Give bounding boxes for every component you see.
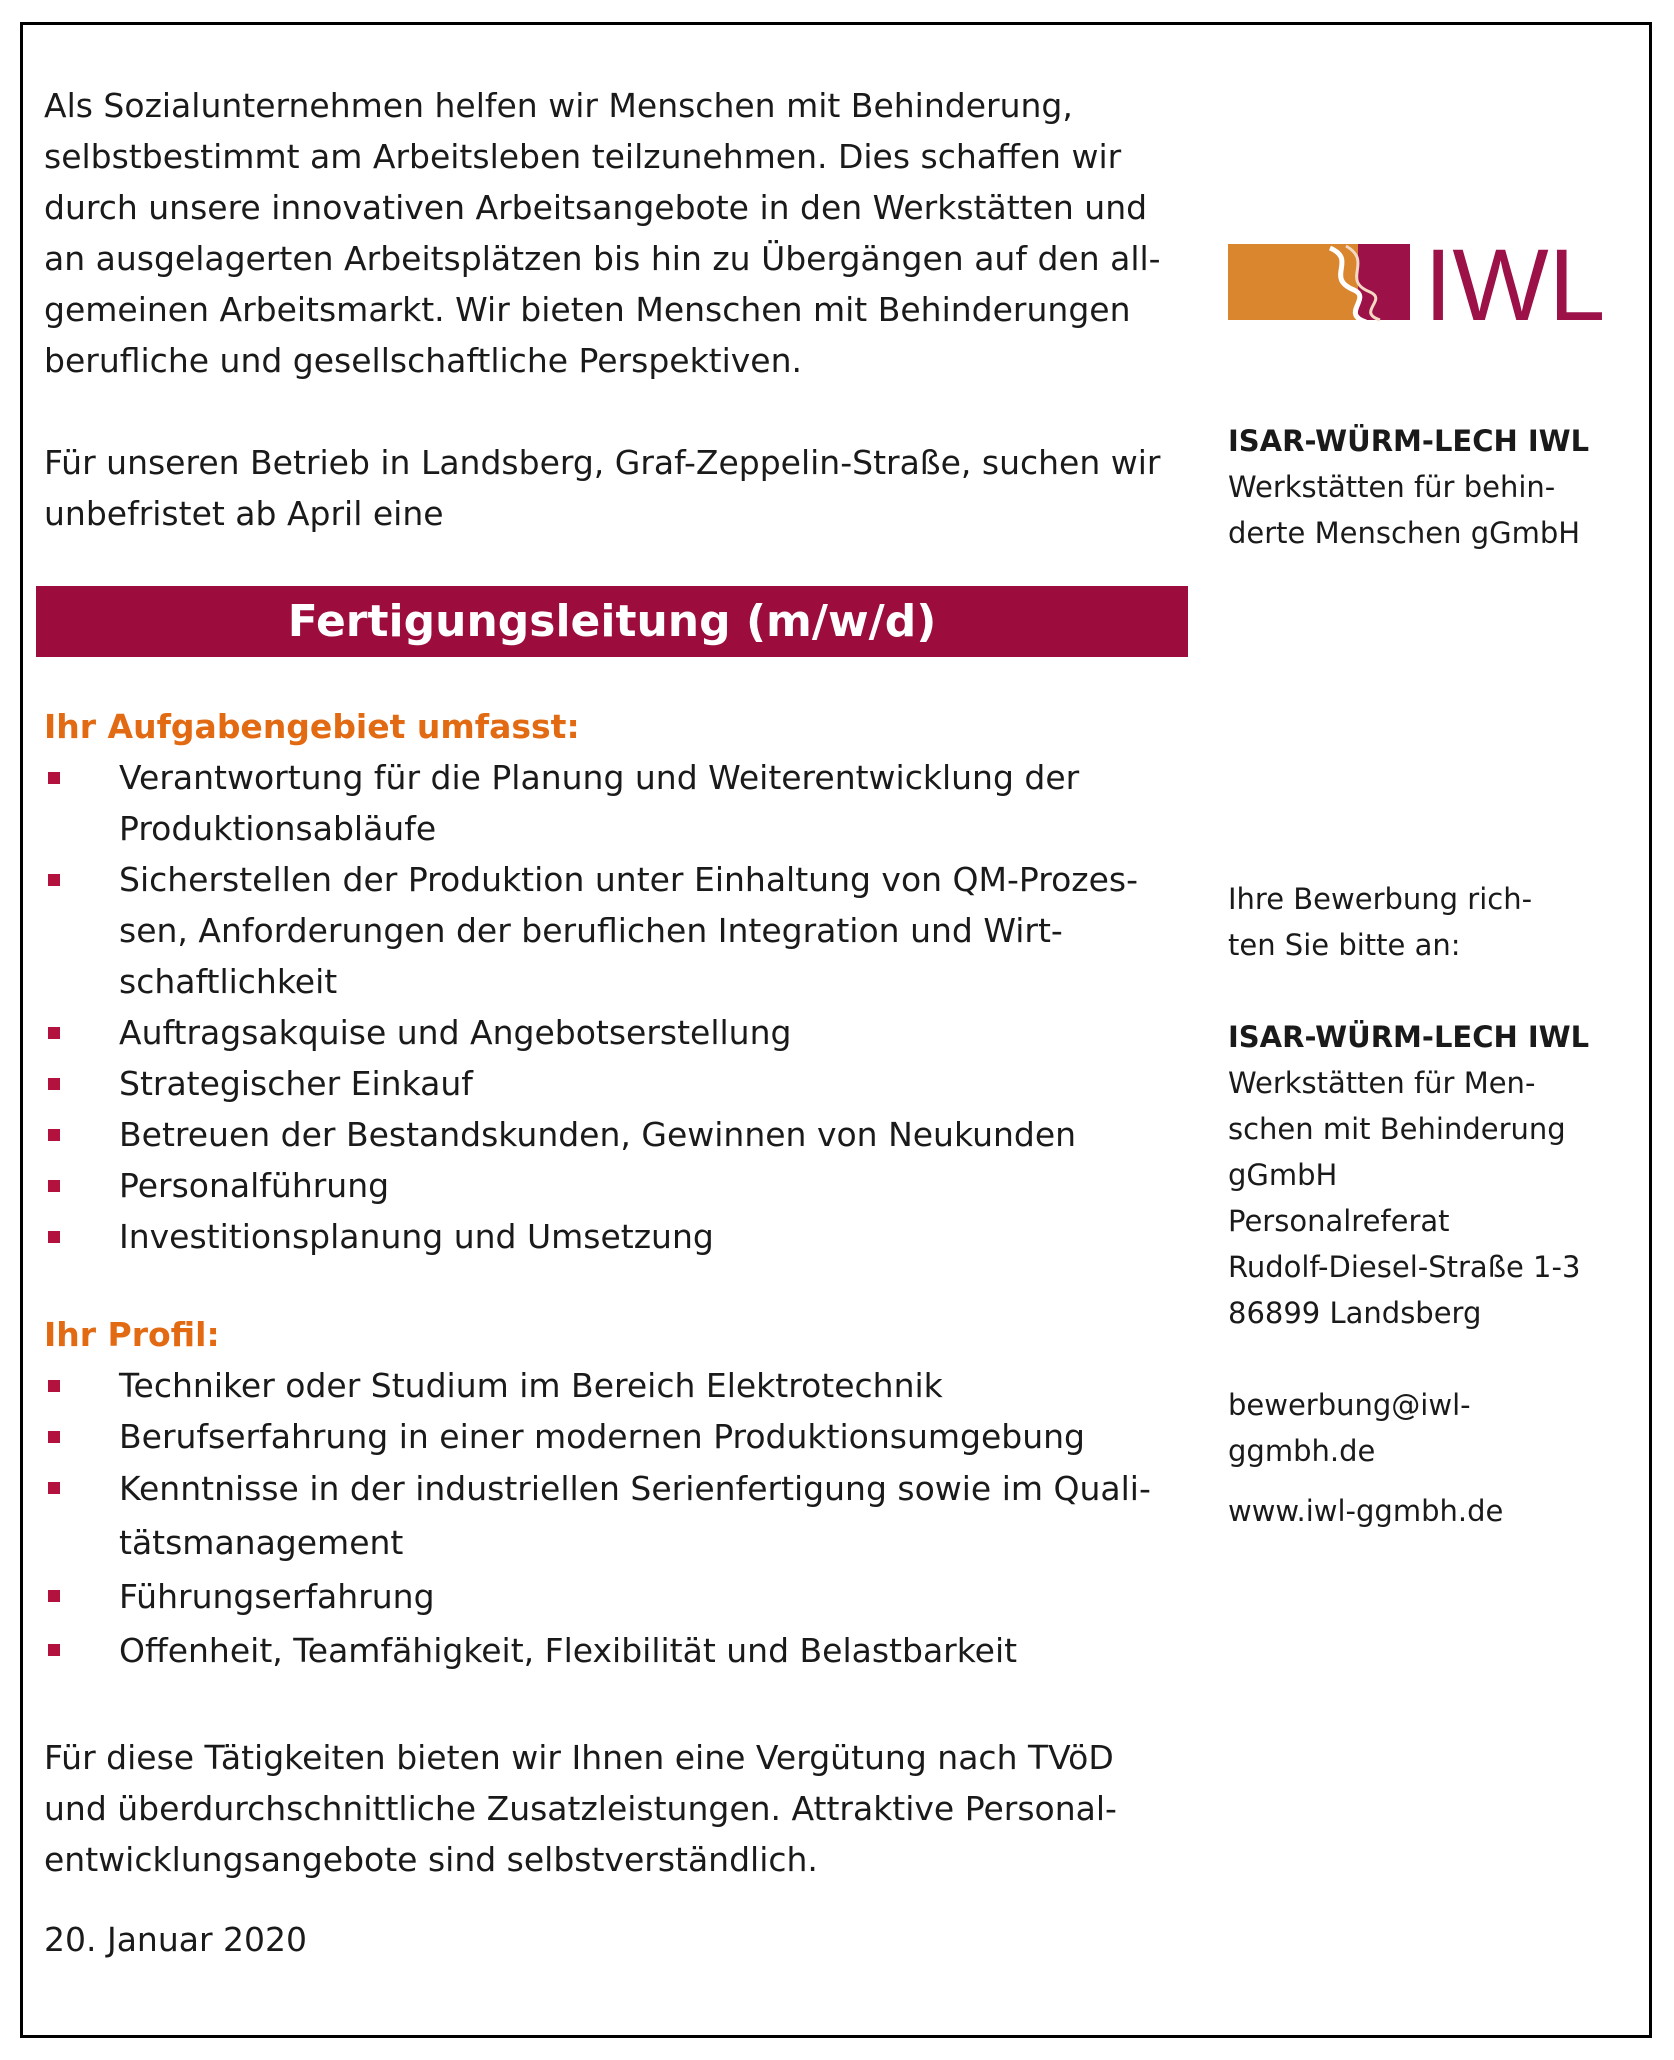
job-title-banner [36,586,1188,657]
list-item: Strategischer Einkauf [44,1058,1184,1109]
tasks-list [44,752,1184,1262]
intro-line: an ausgelagerten Arbeitsplätzen bis hin zu Übergängen auf den all- [44,239,1161,278]
profile-heading: Ihr Profil: [44,1315,220,1354]
application-company-name: ISAR-WÜRM-LECH IWL [1228,1020,1590,1054]
list-item: Betreuen der Bestandskunden, Gewinnen von Neukunden [44,1109,1184,1160]
date: 20. Januar 2020 [44,1920,308,1959]
bullet-square-icon [48,1078,60,1090]
company-name: ISAR-WÜRM-LECH IWL [1228,424,1590,458]
application-address: Werkstätten für Men- schen mit Behinderung gGmbH Personalreferat Rudolf-Diesel-Straße 1-3 86899 Landsberg [1228,1066,1581,1330]
application-block [1228,876,1638,1534]
list-item: Personalführung [44,1160,1184,1211]
list-item: Berufserfahrung in einer modernen Produktionsumgebung [44,1411,1184,1462]
company-subtitle: Werkstätten für behin- derte Menschen gGmbH [1228,470,1581,550]
list-item: Sicherstellen der Produktion unter Einhaltung von QM-Prozes- sen, Anforderungen der beruflichen Integration und Wirt- schaftlichkeit [44,854,1184,1007]
logo-berry-block [1358,244,1410,320]
main-column [44,80,1184,539]
intro-line: durch unsere innovativen Arbeitsangebote in den Werkstätten und [44,188,1148,227]
logo-text: IWL [1424,234,1606,330]
bullet-square-icon [48,1231,60,1243]
job-title: Fertigungsleitung (m/w/d) [287,596,937,647]
intro-line: selbstbestimmt am Arbeitsleben teilzunehmen. Dies schaffen wir [44,137,1122,176]
list-item: Investitionsplanung und Umsetzung [44,1211,1184,1262]
list-item: Kenntnisse in der industriellen Serienfertigung sowie im Quali- tätsmanagement [44,1462,1184,1570]
list-item: Führungserfahrung [44,1570,1184,1624]
bullet-square-icon [48,1590,60,1602]
tasks-section [44,701,1184,1262]
list-item: Techniker oder Studium im Bereich Elektrotechnik [44,1360,1184,1411]
intro-line: berufliche und gesellschaftliche Perspektiven. [44,341,803,380]
bullet-square-icon [48,1027,60,1039]
lead-line: unbefristet ab April eine [44,494,444,533]
profile-section [44,1309,1184,1678]
list-item: Verantwortung für die Planung und Weiterentwicklung der Produktionsabläufe [44,752,1184,854]
bullet-square-icon [48,772,60,784]
list-item: Auftragsakquise und Angebotserstellung [44,1007,1184,1058]
company-block [1228,418,1638,556]
closing-section [44,1732,1184,1885]
bullet-square-icon [48,1644,60,1656]
list-item: Offenheit, Teamfähigkeit, Flexibilität und Belastbarkeit [44,1624,1184,1678]
iwl-logo [1228,234,1628,330]
bullet-square-icon [48,1482,60,1494]
lead-line: Für unseren Betrieb in Landsberg, Graf-Zeppelin-Straße, suchen wir [44,443,1161,482]
closing-paragraph: Für diese Tätigkeiten bieten wir Ihnen eine Vergütung nach TVöD und überdurchschnittliche Zusatzleistungen. Attraktive Personal- entwicklungsangebote sind selbstverständlich. [44,1738,1117,1879]
bullet-square-icon [48,1380,60,1392]
intro-paragraph [44,80,1184,386]
bullet-square-icon [48,1129,60,1141]
profile-list [44,1360,1184,1678]
tasks-heading: Ihr Aufgabengebiet umfasst: [44,707,580,746]
date-section [44,1914,1184,1965]
application-email[interactable]: bewerbung@iwl- ggmbh.de [1228,1388,1471,1468]
intro-line: gemeinen Arbeitsmarkt. Wir bieten Menschen mit Behinderungen [44,290,1131,329]
lead-paragraph [44,437,1184,539]
intro-line: Als Sozialunternehmen helfen wir Menschen mit Behinderung, [44,86,1073,125]
bullet-square-icon [48,874,60,886]
bullet-square-icon [48,1431,60,1443]
application-website[interactable]: www.iwl-ggmbh.de [1228,1494,1504,1528]
bullet-square-icon [48,1180,60,1192]
application-intro: Ihre Bewerbung rich- ten Sie bitte an: [1228,882,1533,962]
